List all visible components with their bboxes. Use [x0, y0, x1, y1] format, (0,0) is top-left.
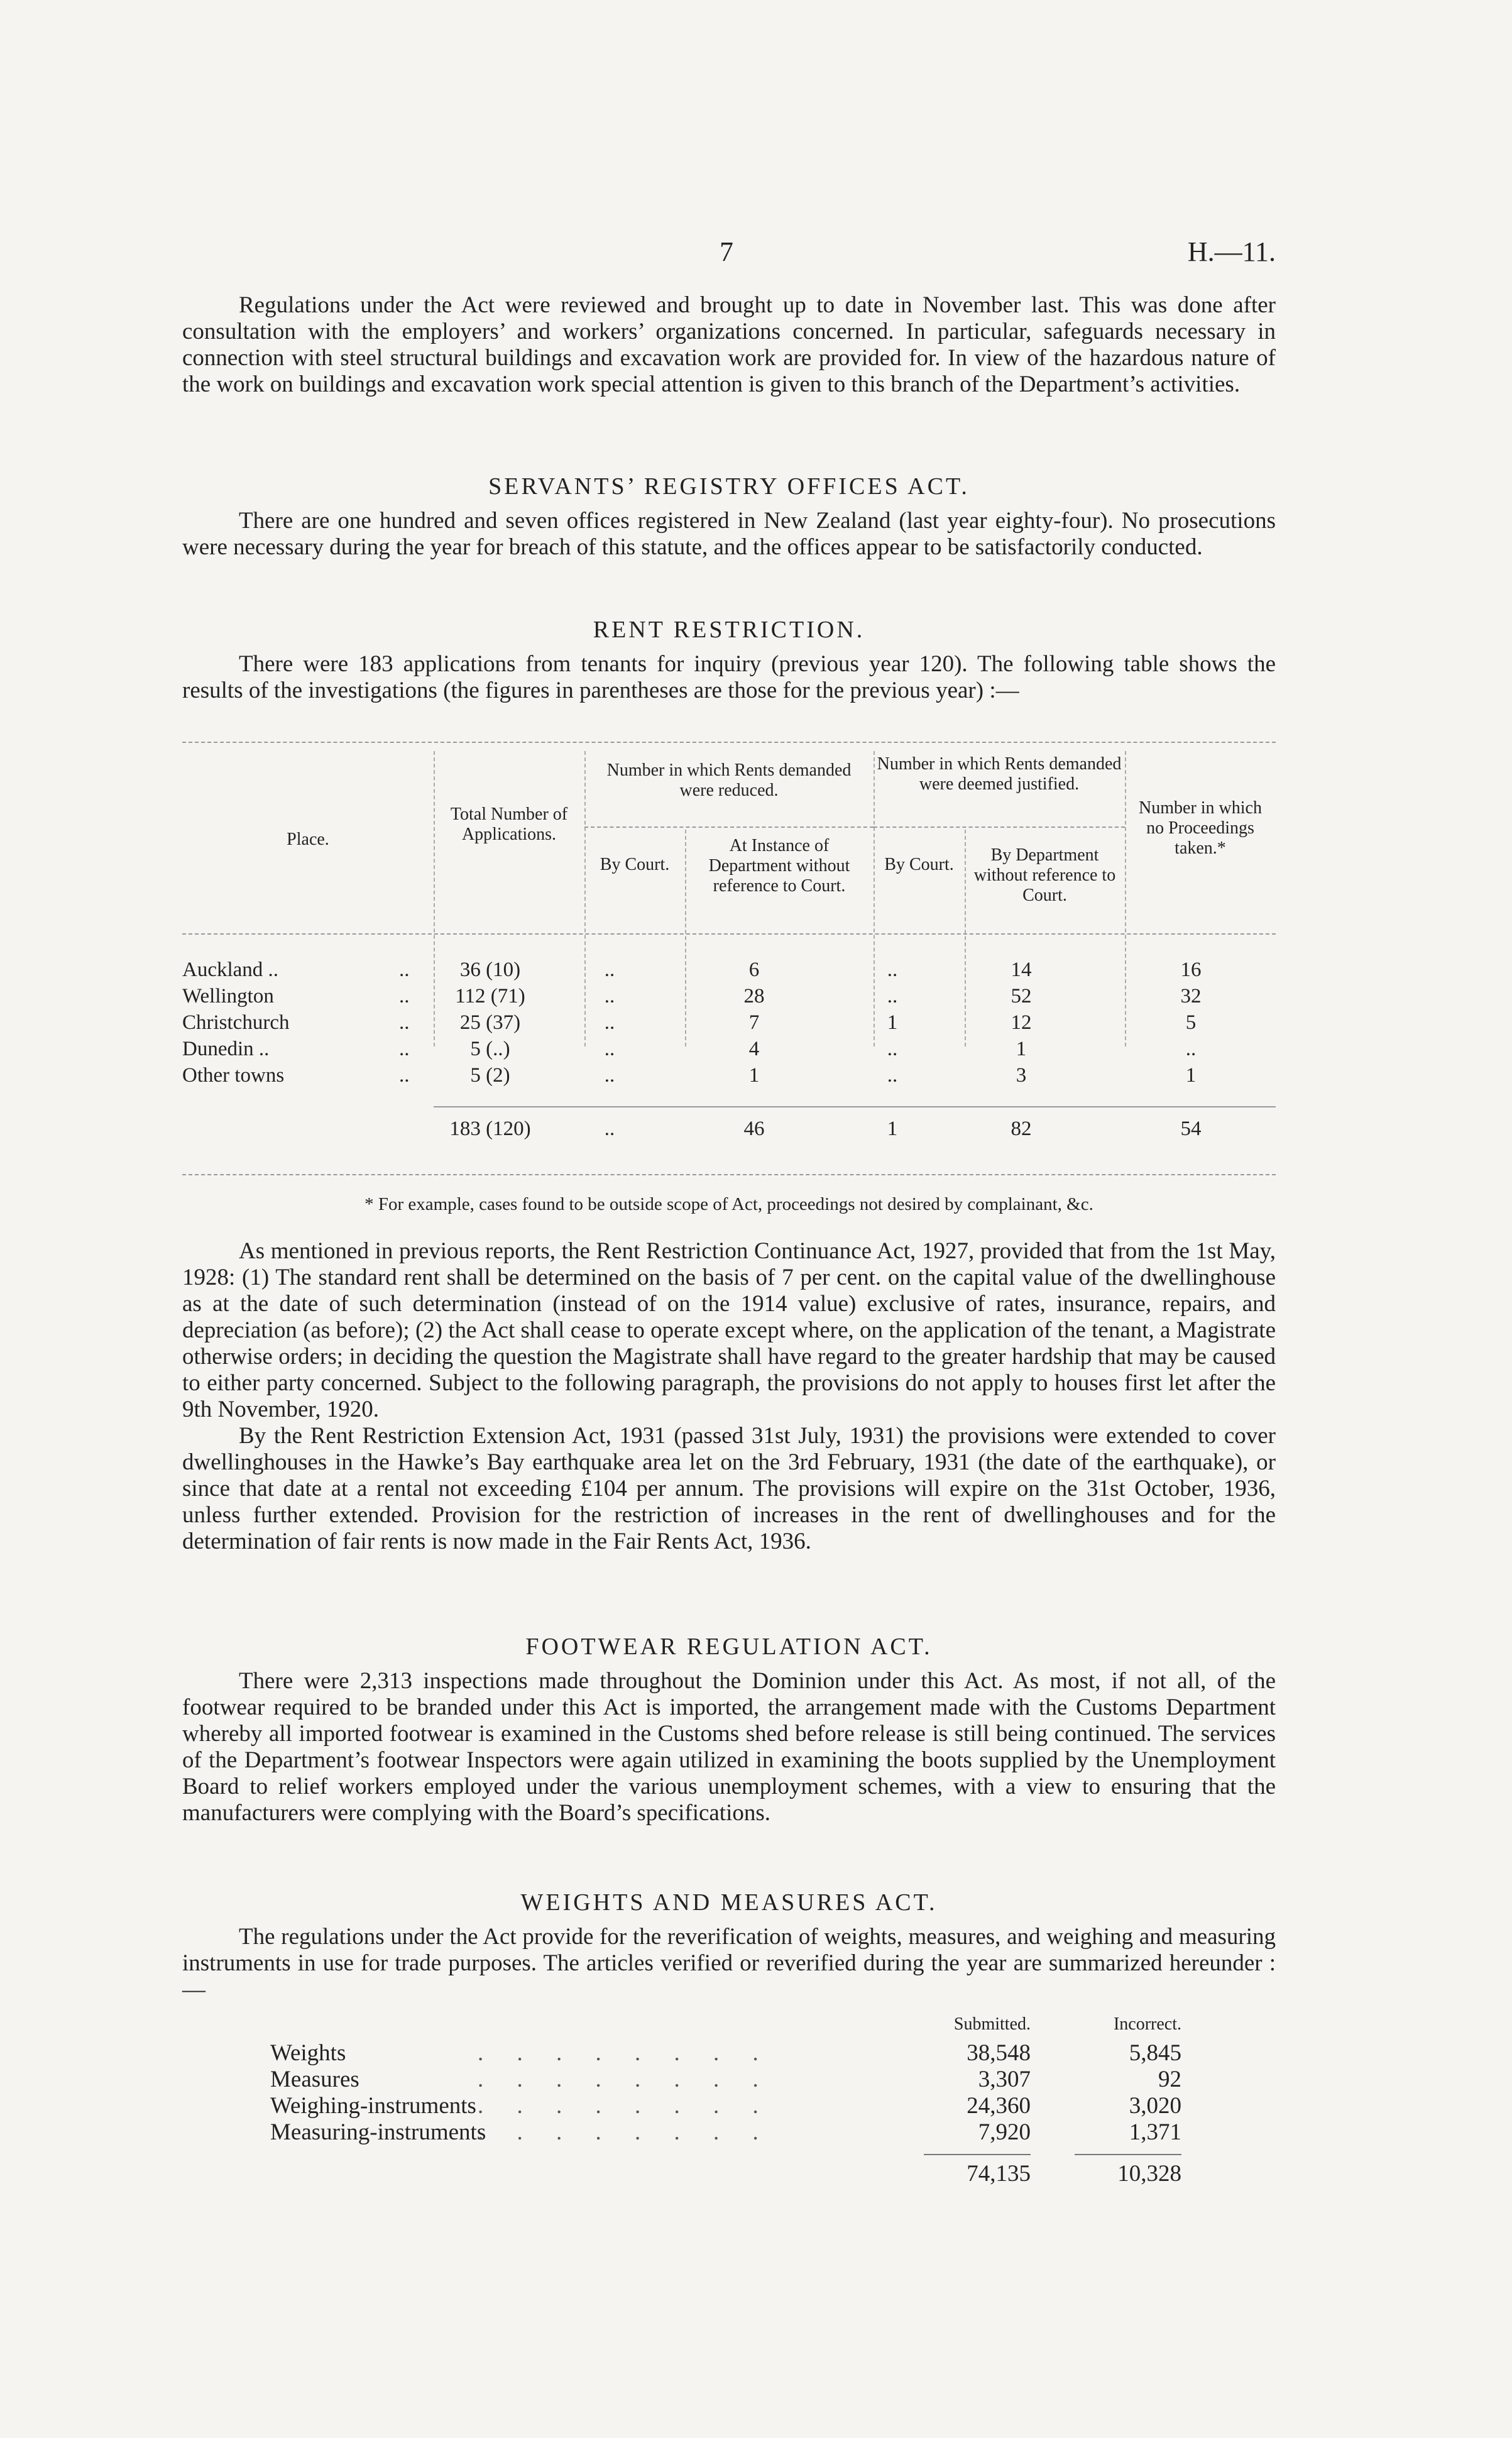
row-justified-court: ..: [887, 985, 898, 1008]
row-justified-dept: 52: [1011, 985, 1032, 1008]
table-row: [270, 2040, 1213, 2066]
totals-no-proceedings: 54: [1180, 1117, 1202, 1140]
row-reduced-court: ..: [604, 985, 615, 1008]
row-total: 5 (2): [470, 1064, 510, 1087]
weights-paragraph: The regulations under the Act provide for the reverification of weights, measures, and weighing and measuring instruments in use for trade purposes. The articles verified or reverified during the year are summarized hereunder :—: [182, 1924, 1276, 2002]
row-total: 25 (37): [459, 1011, 521, 1034]
row-reduced-court: ..: [604, 1064, 615, 1087]
incorrect-total-rule: [1075, 2154, 1181, 2155]
totals-reduced-court: ..: [604, 1117, 615, 1140]
servants-section: [182, 473, 1276, 561]
totals-total: 183 (120): [449, 1117, 531, 1140]
row-submitted: 38,548: [967, 2040, 1031, 2066]
row-justified-court: ..: [887, 958, 898, 981]
table-row: [182, 1011, 1276, 1038]
row-reduced-court: ..: [604, 958, 615, 981]
row-leader: . . . . . . . .: [478, 2093, 772, 2119]
row-submitted: 3,307: [978, 2067, 1031, 2092]
row-leader: . . . . . . . .: [478, 2067, 772, 2092]
row-no-proceedings: 1: [1185, 1064, 1197, 1087]
table-row: [270, 2119, 1213, 2145]
header-place: Place.: [287, 830, 329, 849]
intro-paragraph: Regulations under the Act were reviewed and brought up to date in November last. This was done after consultation with the employers’ and workers’ organizations concerned. In particular, safeguards necessary in connection with steel structural buildings and excavation work are provided for. In view of the hazardous nature of the work on buildings and excavation work special attention is given to this branch of the Department’s activities.: [182, 292, 1276, 397]
row-justified-dept: 3: [1016, 1064, 1027, 1087]
header-reduced-group: Number in which Rents demanded were reduced.: [606, 761, 852, 800]
header-justified-by-court: By Court.: [884, 855, 954, 874]
row-label: Measuring-instruments: [270, 2119, 486, 2145]
row-submitted: 7,920: [978, 2119, 1031, 2145]
row-justified-court: 1: [887, 1011, 898, 1034]
row-leader: . . . . . . . .: [478, 2040, 772, 2066]
table-row: [182, 958, 1276, 985]
footwear-paragraph: There were 2,313 inspections made throughout the Dominion under this Act. As most, if not all, of the footwear required to be branded under this Act is imported, the arrangement made with the Customs Department whereby all imported footwear is examined in the Customs shed before release is still being continued. The services of the Department’s footwear Inspectors were again utilized in examining the boots supplied by the Unemployment Board to relief workers employed under the various unemployment schemes, with a view to ensuring that the manufacturers were complying with the Board’s specifications.: [182, 1668, 1276, 1826]
weights-section: [182, 1889, 1276, 2003]
row-place: Dunedin ..: [182, 1038, 270, 1060]
row-submitted: 24,360: [967, 2093, 1031, 2119]
totals-rule: [434, 1106, 1276, 1107]
table-bottom-rule: [182, 1174, 1276, 1175]
header-reduced-by-court: By Court.: [600, 855, 670, 874]
rent-section: [182, 616, 1276, 704]
rent-title: RENT RESTRICTION.: [593, 617, 865, 643]
table-row: [270, 2092, 1213, 2119]
table-row: [182, 1038, 1276, 1064]
row-justified-court: ..: [887, 1038, 898, 1060]
page-number: 7: [720, 236, 733, 267]
row-label: Measures: [270, 2067, 359, 2092]
row-justified-dept: 12: [1011, 1011, 1032, 1034]
header-justified-group: Number in which Rents demanded were deemed justified.: [877, 754, 1122, 794]
header-no-proceedings: Number in which no Proceedings taken.*: [1139, 798, 1262, 858]
row-reduced-dept: 4: [748, 1038, 760, 1060]
totals-justified-dept: 82: [1011, 1117, 1032, 1140]
row-reduced-dept: 1: [748, 1064, 760, 1087]
row-total: 112 (71): [455, 985, 525, 1008]
row-incorrect: 92: [1158, 2067, 1181, 2092]
table-totals-row: [182, 1117, 1276, 1144]
row-dots: ..: [399, 1038, 410, 1060]
footwear-title: FOOTWEAR REGULATION ACT.: [525, 1634, 933, 1660]
table-row: [182, 985, 1276, 1011]
col-submitted: Submitted.: [953, 2014, 1031, 2034]
row-place: Christchurch: [182, 1011, 290, 1034]
weights-totals-row: [270, 2160, 1213, 2187]
row-leader: . . . . . . . .: [478, 2119, 772, 2145]
footwear-section: [182, 1633, 1276, 1826]
weights-title: WEIGHTS AND MEASURES ACT.: [520, 1889, 938, 1916]
row-justified-court: ..: [887, 1064, 898, 1087]
row-incorrect: 1,371: [1129, 2119, 1181, 2145]
intro-section: [182, 292, 1276, 398]
row-dots: ..: [399, 1064, 410, 1087]
totals-reduced-dept: 46: [743, 1117, 765, 1140]
row-reduced-court: ..: [604, 1038, 615, 1060]
header-justified-by-department: By Department without reference to Court.: [973, 845, 1116, 905]
document-reference: H.—11.: [1187, 236, 1276, 267]
row-total: 36 (10): [459, 958, 521, 981]
col-incorrect: Incorrect.: [1113, 2014, 1181, 2034]
row-label: Weights: [270, 2040, 346, 2066]
divider: [584, 826, 874, 828]
row-label: Weighing-instruments: [270, 2093, 476, 2119]
rent-table-footnote: * For example, cases found to be outside scope of Act, proceedings not desired by complainant, &c.: [364, 1194, 1093, 1214]
row-total: 5 (..): [470, 1038, 510, 1060]
row-dots: ..: [399, 958, 410, 981]
row-reduced-dept: 6: [748, 958, 760, 981]
divider: [874, 826, 1125, 828]
row-place: Auckland ..: [182, 958, 279, 981]
header-total: Total Number of Applications.: [450, 804, 568, 844]
rent-continuation: [182, 1238, 1276, 1555]
servants-title: SERVANTS’ REGISTRY OFFICES ACT.: [488, 473, 970, 500]
rent-table: [182, 742, 1276, 1188]
row-reduced-dept: 28: [743, 985, 765, 1008]
total-incorrect: 10,328: [1117, 2161, 1181, 2187]
row-no-proceedings: 32: [1180, 985, 1202, 1008]
row-no-proceedings: ..: [1185, 1038, 1197, 1060]
row-dots: ..: [399, 985, 410, 1008]
row-incorrect: 3,020: [1129, 2093, 1181, 2119]
row-reduced-court: ..: [604, 1011, 615, 1034]
row-no-proceedings: 5: [1185, 1011, 1197, 1034]
header-bottom-rule: [182, 933, 1276, 935]
table-row: [270, 2066, 1213, 2092]
table-top-rule: [182, 742, 1276, 743]
row-place: Wellington: [182, 985, 274, 1008]
totals-justified-court: 1: [887, 1117, 898, 1140]
row-place: Other towns: [182, 1064, 285, 1087]
row-reduced-dept: 7: [748, 1011, 760, 1034]
weights-table-header: [270, 2014, 1213, 2041]
rent-paragraph: There were 183 applications from tenants for inquiry (previous year 120). The following table shows the results of the investigations (the figures in parentheses are those for the previous year) :—: [182, 651, 1276, 703]
submitted-total-rule: [924, 2154, 1031, 2155]
row-justified-dept: 14: [1011, 958, 1032, 981]
rent-paragraph-2: As mentioned in previous reports, the Rent Restriction Continuance Act, 1927, provided that from the 1st May, 1928: (1) The standard rent shall be determined on the basis of 7 per cent. on the capital value of the dwellinghouse as at the date of such determination (instead of on the 1914 value) exclusive of rates, insurance, repairs, and depreciation (as before); (2) the Act shall cease to operate except where, on the application of the tenant, a Magistrate otherwise orders; in deciding the question the Magistrate shall have regard to the greater hardship that may be caused to either party concerned. Subject to the following paragraph, the provisions do not apply to houses first let after the 9th November, 1920.: [182, 1238, 1276, 1422]
row-incorrect: 5,845: [1129, 2040, 1181, 2066]
total-submitted: 74,135: [967, 2161, 1031, 2187]
page-header: [182, 236, 1276, 273]
row-justified-dept: 1: [1016, 1038, 1027, 1060]
row-dots: ..: [399, 1011, 410, 1034]
row-no-proceedings: 16: [1180, 958, 1202, 981]
rent-paragraph-3: By the Rent Restriction Extension Act, 1931 (passed 31st July, 1931) the provisions were extended to cover dwellinghouses in the Hawke’s Bay earthquake area let on the 3rd February, 1931 (the date of the earthquake), or since that date at a rental not exceeding £104 per annum. The provisions will expire on the 31st October, 1936, unless further extended. Provision for the restriction of increases in the rent of dwellinghouses and for the determination of fair rents is now made in the Fair Rents Act, 1936.: [182, 1423, 1276, 1554]
header-reduced-at-instance: At Instance of Department without reference to Court.: [708, 836, 850, 896]
table-row: [182, 1064, 1276, 1090]
servants-paragraph: There are one hundred and seven offices registered in New Zealand (last year eighty-four). No prosecutions were necessary during the year for breach of this statute, and the offices appear to be satisfactorily conducted.: [182, 508, 1276, 560]
